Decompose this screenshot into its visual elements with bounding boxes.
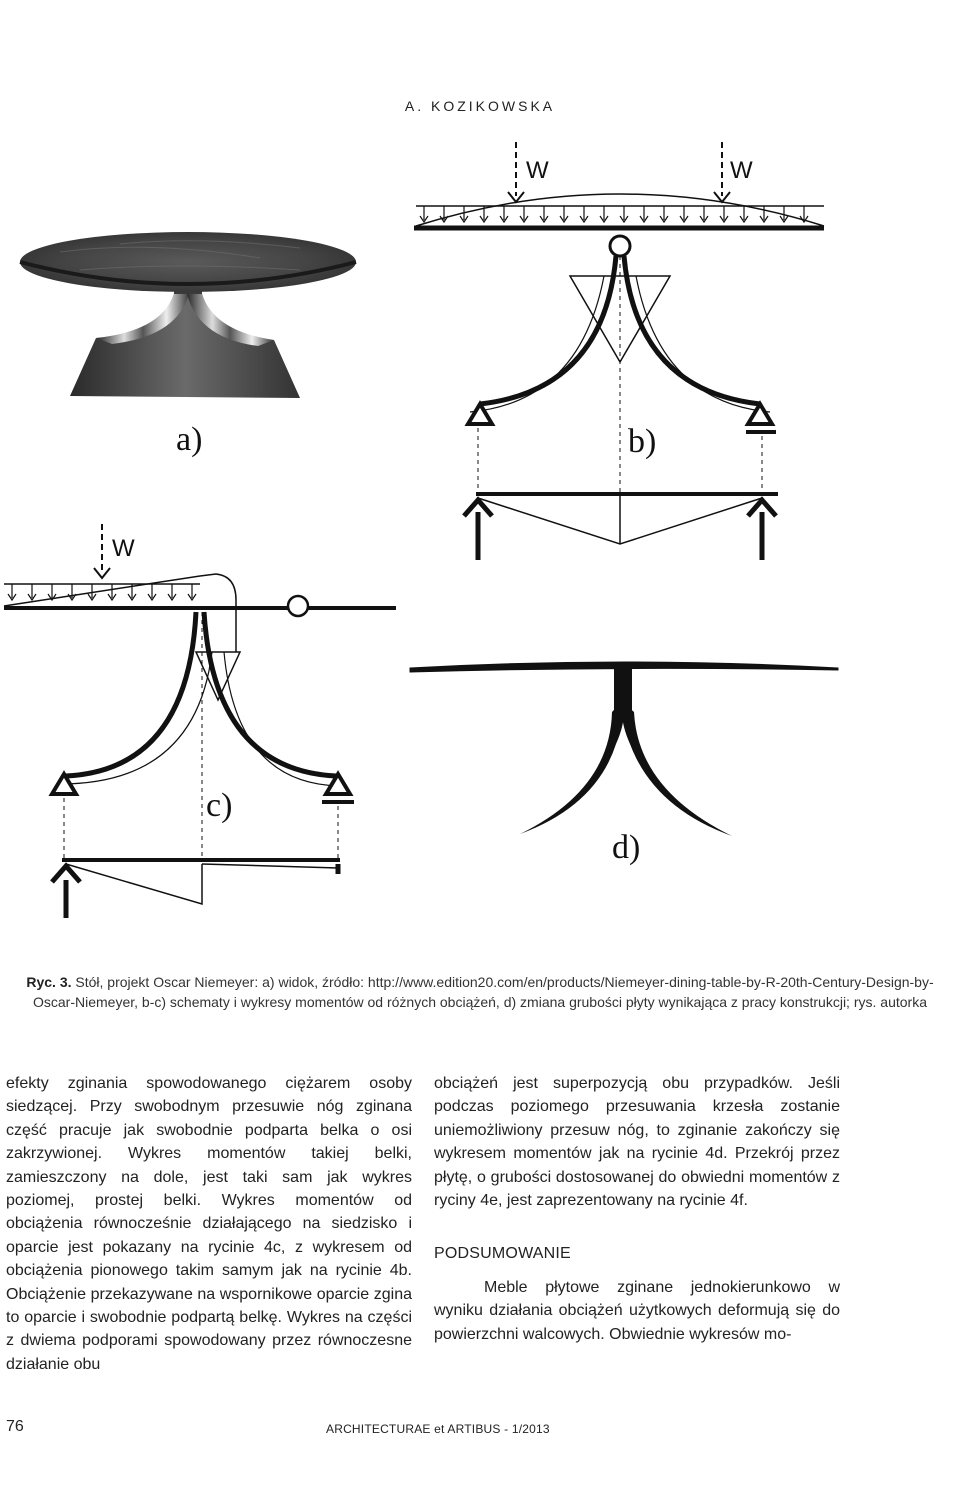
body-paragraph-right-2: Meble płytowe zginane jednokierunkowo w wyniku działania obciążeń użytkowych deformują się do powierzchni walcowych. Obwiednie wykresów mo- [434, 1278, 840, 1343]
body-column-left [6, 1072, 412, 1376]
figure-3 [0, 130, 960, 960]
caption-text: Stół, projekt Oscar Niemeyer: a) widok, źródło: http://www.edition20.com/en/products/Niemeyer-dining-table-by-R-20th-Century-Design-by-Oscar-Niemeyer, b-c) schematy i wykresy momentów od różnych obciążeń, d) zmiana grubości płyty wynikająca z pracy konstrukcji; rys. autorka [33, 974, 934, 1010]
figure-c-diagram [4, 524, 396, 918]
label-d: d) [612, 829, 641, 866]
figure-a-table-photo [20, 232, 356, 398]
figure-d-section [410, 662, 838, 836]
label-b: b) [628, 423, 657, 460]
body-paragraph-left: efekty zginania spowodowanego ciężarem osoby siedzącej. Przy swobodnym przesuwie nóg zginana część pracuje jak swobodnie podparta belka o osi zakrzywionej. Wykres momentów takiej belki, zamieszczony na dole, jest taki sam jak wykres poziomej, prostej belki. Wykres momentów od obciążenia równocześnie działającego na siedzisko i oparcie jest pokazany na rycinie 4c, z wykresem od obciążenia pionowego takim samym jak na rycinie 4b. Obciążenie przekazywane na wspornikowe oparcie zgina to oparcie i swobodnie podpartą belkę. Wykres na części z dwiema podporami spowodowany przez równoczesne działanie obu [6, 1075, 412, 1373]
running-header: A. KOZIKOWSKA [404, 98, 556, 114]
load-label-w-c: W [112, 535, 135, 562]
journal-footer: ARCHITECTURAE et ARTIBUS - 1/2013 [326, 1422, 550, 1436]
label-c: c) [206, 787, 233, 824]
body-column-right [434, 1072, 840, 1346]
page-number: 76 [6, 1418, 24, 1435]
body-paragraph-right-1: obciążeń jest superpozycją obu przypadków. Jeśli podczas poziomego przesuwania krzesła zostanie uniemożliwiony przesuw nóg, to zginanie zakończy się wykresem momentów jak na rycinie 4d. Przekrój przez płytę, o grubości dostosowanej do obwiedni momentów z ryciny 4e, jest zaprezentowany na rycinie 4f. [434, 1075, 840, 1210]
label-a: a) [176, 421, 203, 458]
figure-caption [10, 972, 950, 1012]
section-title: PODSUMOWANIE [434, 1245, 571, 1263]
load-label-w-b2: W [730, 157, 753, 184]
load-label-w-b1: W [526, 157, 549, 184]
figure-b-diagram [414, 142, 824, 560]
caption-lead: Ryc. 3. [26, 974, 72, 990]
